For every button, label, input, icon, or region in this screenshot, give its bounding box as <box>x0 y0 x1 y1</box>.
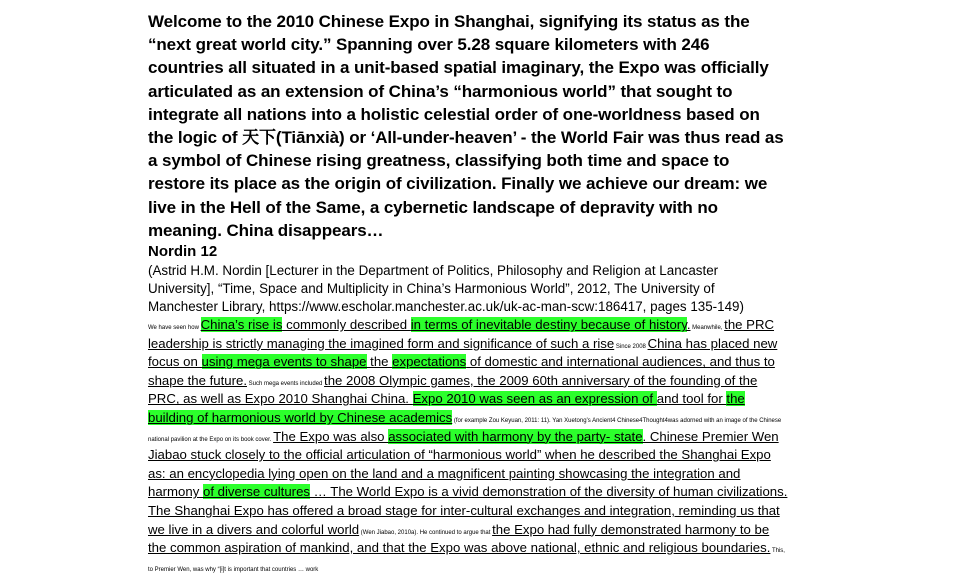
minimized-text: (for example Zou Keyuan, 2011: 11). Yan Xuetong’s Ancient4 Chinese4Thought4was adorned with an image of the Chinese national pavilion at the Expo on its book cover. <box>148 418 782 443</box>
highlighted-text: using mega events to shape <box>201 354 367 370</box>
highlighted-text: the building of harmonious world by Chinese academics <box>148 391 745 425</box>
underlined-text: … The World Expo is a vivid demonstration of the diversity of human civilizations. The Shanghai Expo has offered a broad stage for inter-cultural exchanges and integration, reminding us that we live in a divers and colorful world <box>148 484 788 537</box>
highlighted-text: Expo 2010 was seen as an expression of <box>412 391 657 407</box>
card-author: Nordin 12 <box>148 243 218 261</box>
underlined-text: the Expo had fully demonstrated harmony to be the common aspiration of mankind, and that the Expo was above national, ethnic and religious boundaries. <box>148 521 771 556</box>
document-page <box>148 10 788 576</box>
card-body <box>148 316 788 576</box>
minimized-text: We have seen how <box>148 325 201 332</box>
minimized-text: This, to Premier Wen, was why “[i]t is important that countries … work <box>148 548 785 573</box>
highlighted-text: of diverse cultures <box>202 484 310 500</box>
underlined-text: . <box>686 317 691 333</box>
minimized-text: Such mega events included <box>246 380 325 387</box>
underlined-text: the 2008 Olympic games, the 2009 60th anniversary of the founding of the PRC, as well as Expo 2010 Shanghai China. <box>148 372 758 407</box>
card-citation: (Astrid H.M. Nordin [Lecturer in the Department of Politics, Philosophy and Religion at Lancaster University], “Time, Space and Multiplicity in China’s Harmonious World”, 2012, The University of Manchester Library, https://www.escholar.manchester.ac.uk/uk-ac-man-scw:186417, pages 135-149) <box>148 263 744 315</box>
underlined-text: the PRC leadership is strictly managing the imagined form and significance of such a rise <box>148 317 775 351</box>
underlined-text: the <box>366 354 393 370</box>
underlined-text: The Expo was also <box>273 428 389 444</box>
minimized-text: Since 2008 <box>614 343 648 350</box>
underlined-text: of domestic and international audiences, and thus to shape the future. <box>148 354 775 388</box>
underlined-text: commonly described <box>282 317 411 333</box>
minimized-text: (Wen Jiabao, 2010a). He continued to argue that <box>359 529 493 536</box>
highlighted-text: China’s rise is <box>200 317 283 333</box>
underlined-text: and tool for <box>656 391 727 407</box>
underlined-text: China has placed new focus on <box>148 335 778 370</box>
minimized-text: Meanwhile, <box>690 325 725 332</box>
underlined-text: . Chinese Premier Wen Jiabao stuck closely to the official articulation of “harmonious world” when he described the Shanghai Expo as: an encyclopedia lying open on the land and a magnificent painting showcasing the integration and harmony <box>148 428 779 500</box>
highlighted-text: expectations <box>392 354 467 370</box>
card-tag: Welcome to the 2010 Chinese Expo in Shanghai, signifying its status as the “next great world city.” Spanning over 5.28 square kilometers with 246 countries all situated in a unit-based spatial imaginary, the Expo was officially articulated as an extension of China’s “harmonious world” that sought to integrate all nations into a holistic celestial order of one-worldness based on the logic of 天下(Tiānxià) or ‘All-under-heaven’ - the World Fair was thus read as a symbol of Chinese rising greatness, classifying both time and space to restore its place as the origin of civilization. Finally we achieve our dream: we live in the Hell of the Same, a cybernetic landscape of depravity with no meaning. China disappears… <box>148 12 784 240</box>
highlighted-text: associated with harmony by the party- state <box>388 428 643 444</box>
highlighted-text: in terms of inevitable destiny because of history <box>410 317 687 333</box>
